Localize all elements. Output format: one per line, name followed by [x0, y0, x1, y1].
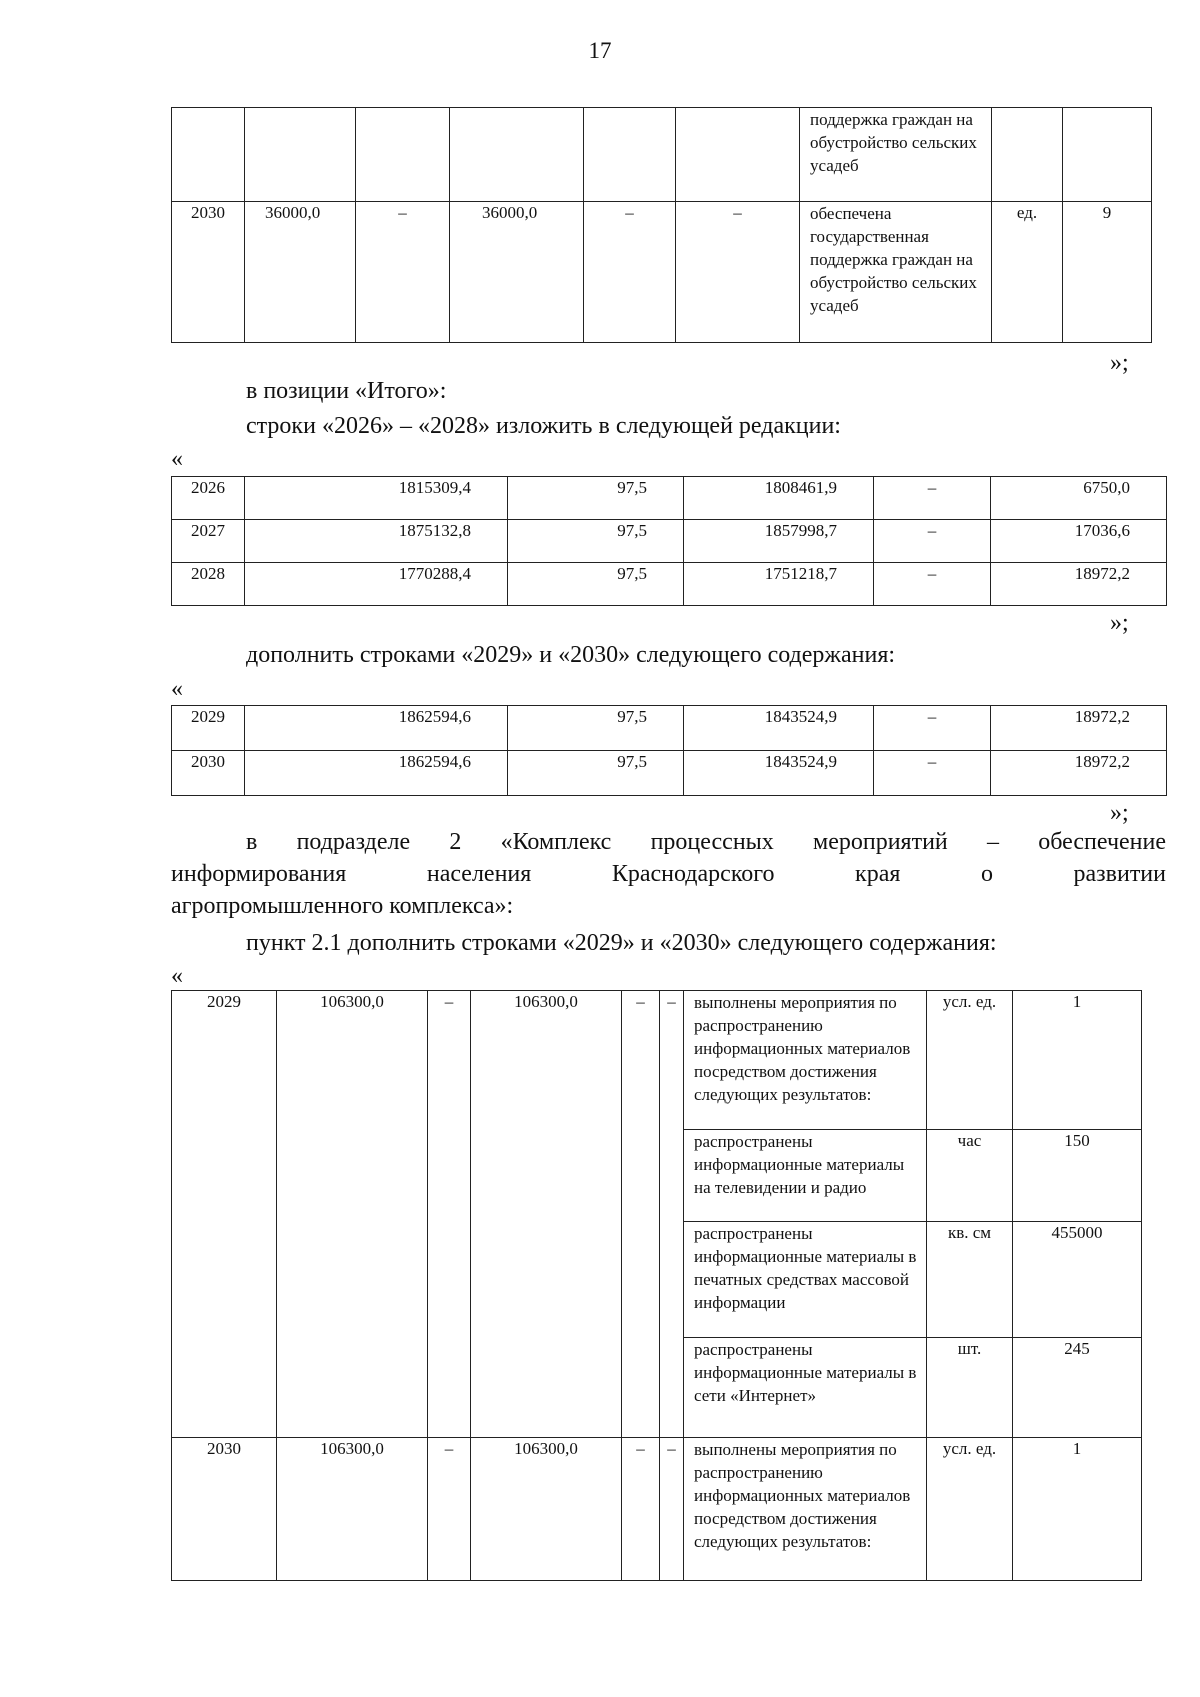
cell: 97,5: [508, 520, 684, 563]
unit-cell: час: [927, 1130, 1013, 1222]
paragraph-subsection-line3: агропромышленного комплекса»:: [171, 893, 514, 919]
result-cell: распространены информационные материалы на телевидении и радио: [684, 1130, 927, 1222]
cell: 17036,6: [991, 520, 1167, 563]
year-cell: 2028: [172, 563, 245, 606]
table-row: [172, 706, 1167, 751]
cell: 18972,2: [991, 706, 1167, 751]
cell: –: [428, 1438, 471, 1581]
table-row: [172, 477, 1167, 520]
page-number: 17: [588, 38, 612, 63]
cell: 97,5: [508, 706, 684, 751]
unit-cell: шт.: [927, 1338, 1013, 1438]
cell: –: [660, 1438, 684, 1581]
year-cell: 2030: [172, 202, 245, 343]
total-cell: 106300,0: [277, 1438, 428, 1581]
cell: 6750,0: [991, 477, 1167, 520]
cell: 1808461,9: [684, 477, 874, 520]
year-cell: 2027: [172, 520, 245, 563]
result-cell: выполнены мероприятия по распространению информационных материалов посредством достижения следующих результатов:: [684, 991, 927, 1130]
table-2030-support: [171, 107, 1152, 343]
table-itogo-2029-2030: [171, 705, 1167, 796]
open-quote: «: [171, 446, 183, 472]
total-cell: 106300,0: [277, 991, 428, 1438]
result-cell: выполнены мероприятия по распространению информационных материалов посредством достижения следующих результатов:: [684, 1438, 927, 1581]
paragraph-itogo: в позиции «Итого»:: [246, 378, 447, 404]
result-cell: распространены информационные материалы в печатных средствах массовой информации: [684, 1222, 927, 1338]
table-row: [172, 520, 1167, 563]
total-cell: 1815309,4: [245, 477, 508, 520]
paragraph-subsection-line1: в подразделе 2 «Комплекс процессных мероприятий – обеспечение: [246, 829, 1166, 855]
value-cell: 9: [1063, 202, 1152, 343]
cell: 1843524,9: [684, 751, 874, 796]
total-cell: 1862594,6: [245, 751, 508, 796]
paragraph-point-2-1: пункт 2.1 дополнить строками «2029» и «2030» следующего содержания:: [246, 930, 997, 956]
cell: 97,5: [508, 751, 684, 796]
cell: 1843524,9: [684, 706, 874, 751]
unit-cell: кв. см: [927, 1222, 1013, 1338]
cell: –: [622, 991, 660, 1438]
open-quote: «: [171, 676, 183, 702]
table-row: [172, 751, 1167, 796]
cell: –: [874, 563, 991, 606]
close-quote: »;: [1110, 800, 1129, 826]
open-quote: «: [171, 963, 183, 989]
year-cell: 2029: [172, 706, 245, 751]
cell: –: [584, 202, 676, 343]
cell: –: [676, 202, 800, 343]
value-cell: 1: [1013, 991, 1142, 1130]
cell: 97,5: [508, 563, 684, 606]
cell: 18972,2: [991, 751, 1167, 796]
paragraph-add-2029-2030: дополнить строками «2029» и «2030» следующего содержания:: [246, 642, 896, 668]
cell: –: [874, 520, 991, 563]
cell: 106300,0: [471, 991, 622, 1438]
cell: 36000,0: [450, 202, 584, 343]
cell: –: [428, 991, 471, 1438]
cell: –: [874, 477, 991, 520]
year-cell: 2030: [172, 1438, 277, 1581]
cell: 97,5: [508, 477, 684, 520]
total-cell: 1875132,8: [245, 520, 508, 563]
unit-cell: усл. ед.: [927, 1438, 1013, 1581]
result-cell: обеспечена государственная поддержка граждан на обустройство сельских усадеб: [800, 202, 992, 343]
cell: –: [874, 751, 991, 796]
total-cell: 1770288,4: [245, 563, 508, 606]
year-cell: 2029: [172, 991, 277, 1438]
close-quote: »;: [1110, 610, 1129, 636]
table-point-2-1: [171, 990, 1142, 1581]
unit-cell: ед.: [992, 202, 1063, 343]
cell: 1751218,7: [684, 563, 874, 606]
value-cell: 1: [1013, 1438, 1142, 1581]
cell: 1857998,7: [684, 520, 874, 563]
unit-cell: усл. ед.: [927, 991, 1013, 1130]
cell: –: [874, 706, 991, 751]
paragraph-rows-2026-2028: строки «2026» – «2028» изложить в следующей редакции:: [246, 413, 841, 439]
year-cell: 2026: [172, 477, 245, 520]
table-row: [172, 991, 1142, 1130]
table-row: [172, 563, 1167, 606]
table-row: [172, 108, 1152, 202]
close-quote: »;: [1110, 350, 1129, 376]
cell: –: [356, 202, 450, 343]
value-cell: 455000: [1013, 1222, 1142, 1338]
paragraph-subsection-line2: информирования населения Краснодарского края о развитии: [171, 861, 1166, 887]
cell: –: [660, 991, 684, 1438]
total-cell: 1862594,6: [245, 706, 508, 751]
result-cell: распространены информационные материалы в сети «Интернет»: [684, 1338, 927, 1438]
total-cell: 36000,0: [245, 202, 356, 343]
result-cell: поддержка граждан на обустройство сельских усадеб: [800, 108, 992, 202]
table-itogo-2026-2028: [171, 476, 1167, 606]
value-cell: 150: [1013, 1130, 1142, 1222]
value-cell: 245: [1013, 1338, 1142, 1438]
table-row: [172, 202, 1152, 343]
cell: –: [622, 1438, 660, 1581]
cell: 106300,0: [471, 1438, 622, 1581]
year-cell: 2030: [172, 751, 245, 796]
table-row: [172, 1438, 1142, 1581]
cell: 18972,2: [991, 563, 1167, 606]
